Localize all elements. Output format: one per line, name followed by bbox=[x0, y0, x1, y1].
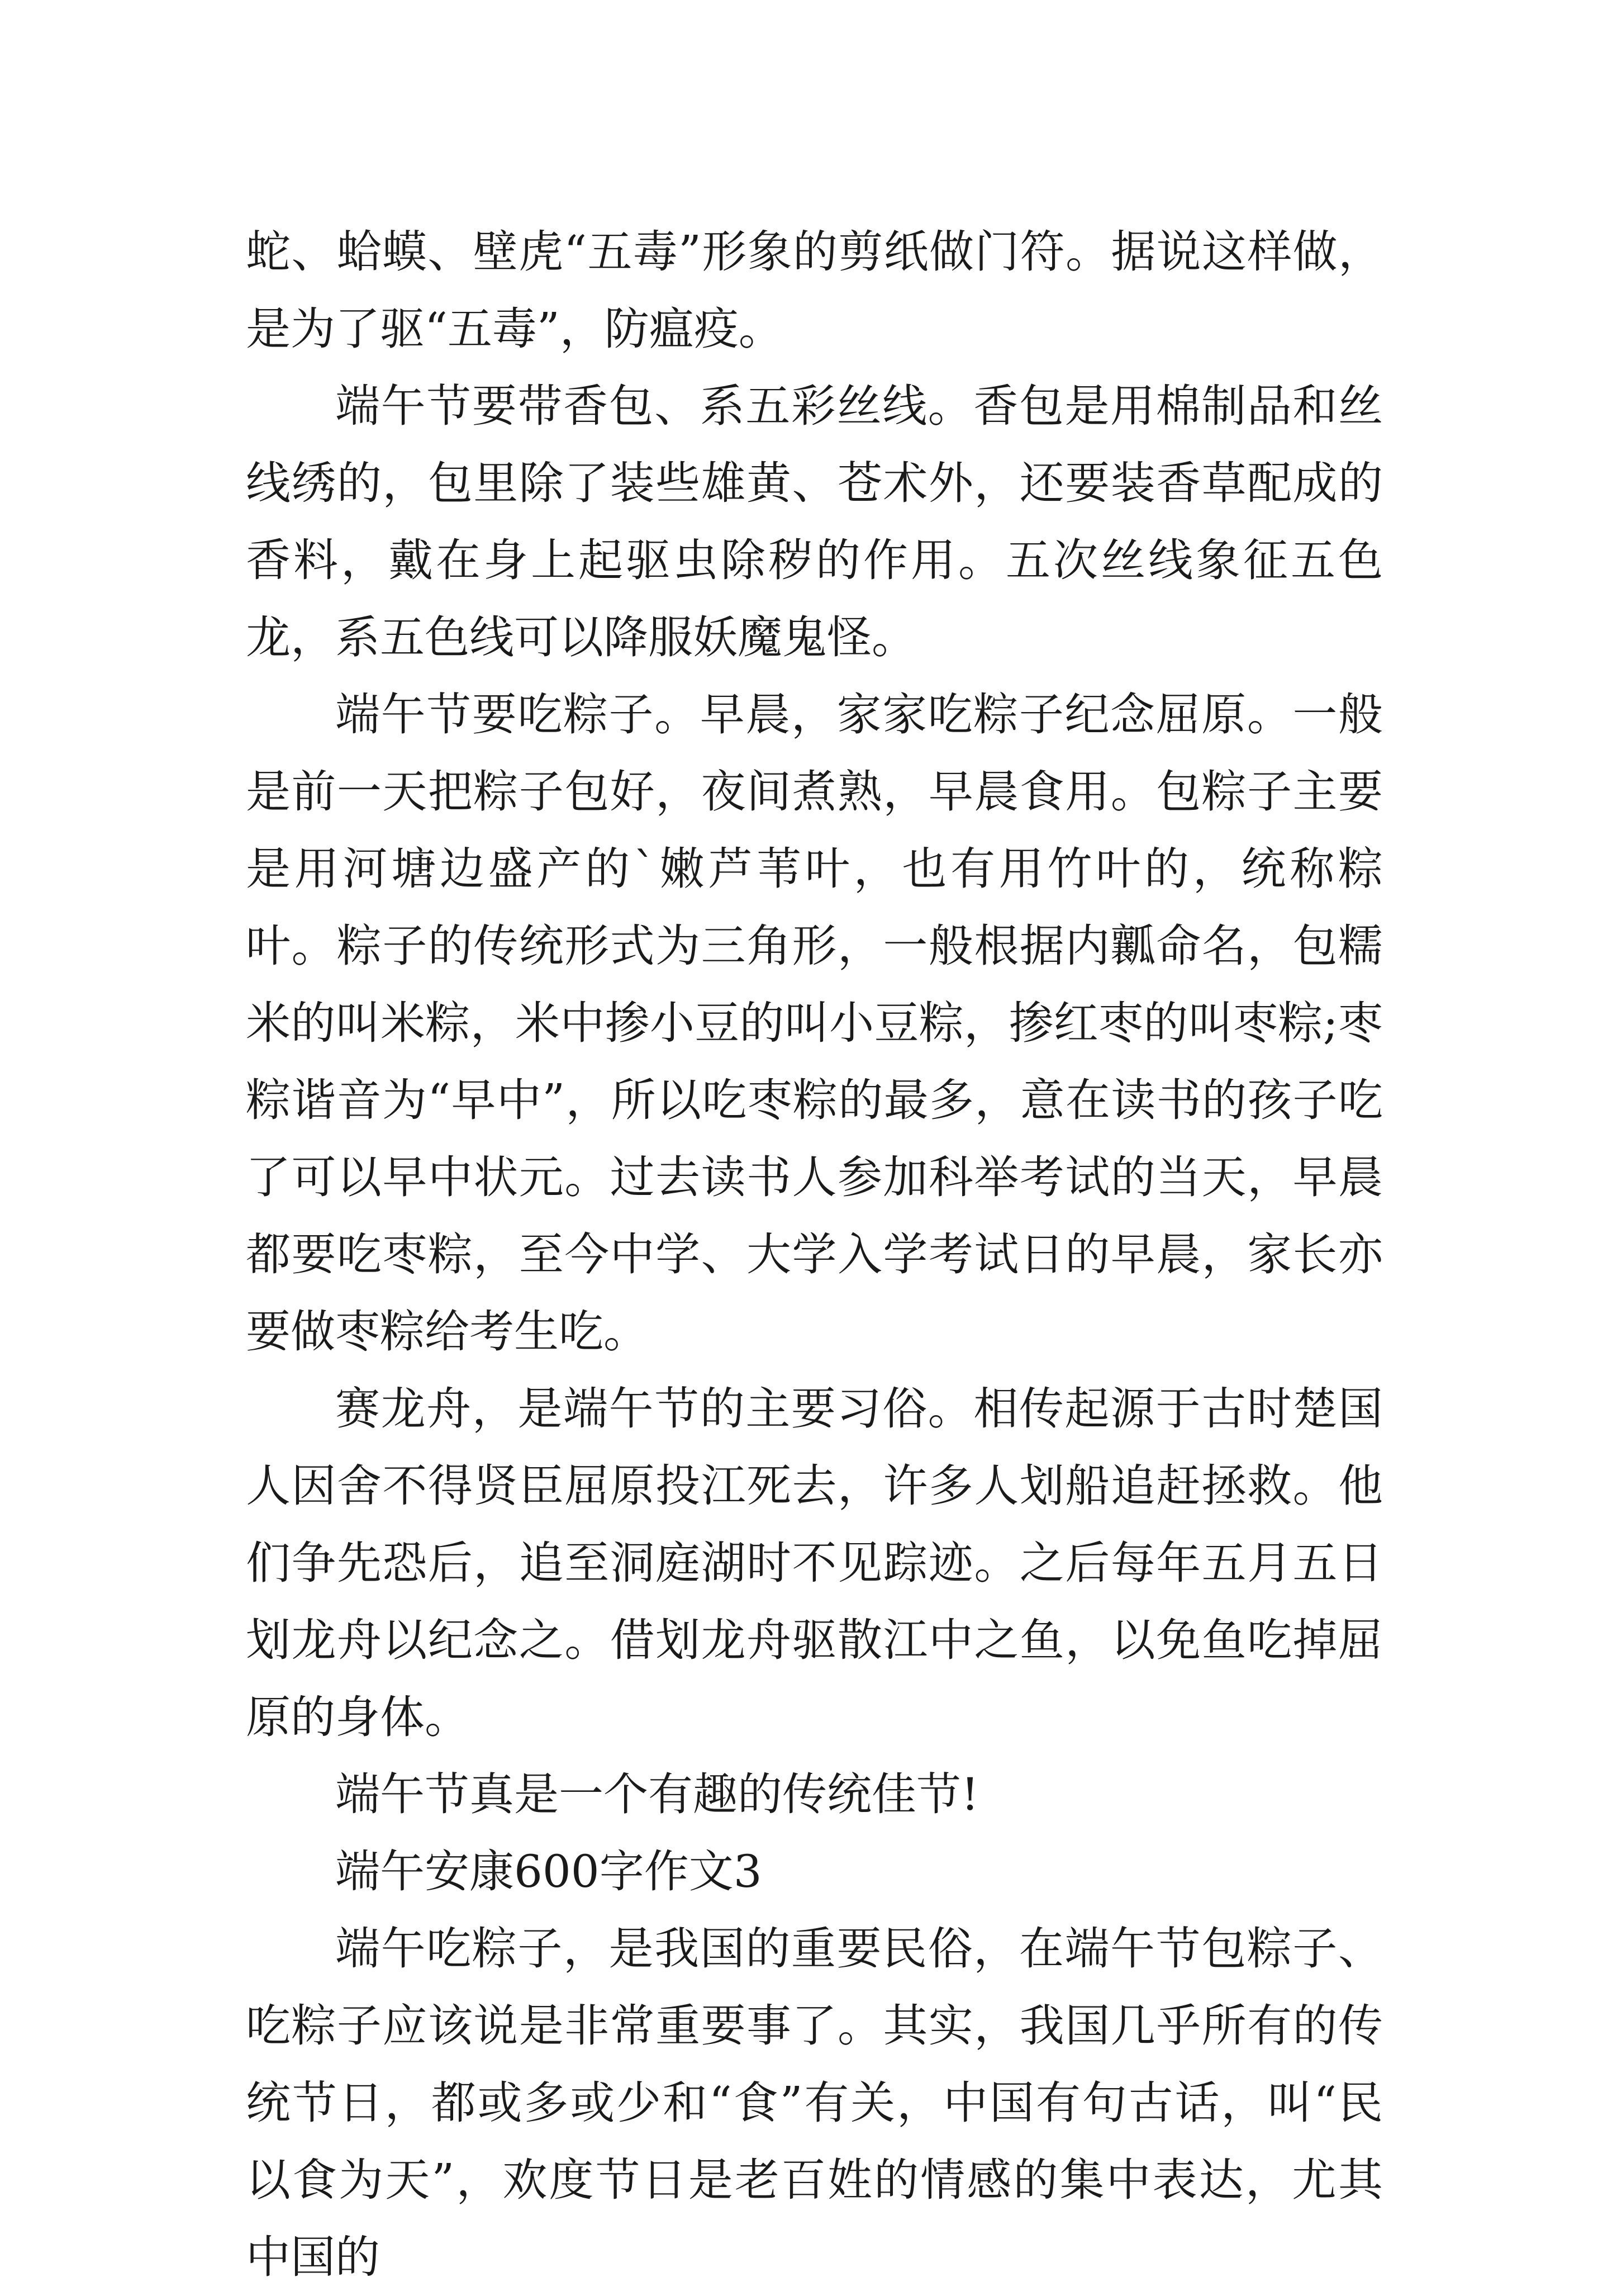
paragraph-sachet: 端午节要带香包、系五彩丝线。香包是用棉制品和丝线绣的，包里除了装些雄黄、苍术外，还要装香草配成的香料，戴在身上起驱虫除秽的作用。五次丝线象征五色龙，系五色线可以降服妖魔鬼怪。 bbox=[246, 380, 1383, 663]
paragraph-wudu-charm: 蛇、蛤蟆、壁虎“五毒”形象的剪纸做门符。据说这样做，是为了驱“五毒”，防瘟疫。 bbox=[246, 226, 1383, 355]
paragraph-closing: 端午节真是一个有趣的传统佳节! bbox=[335, 1768, 979, 1820]
paragraph-zongzi: 端午节要吃粽子。早晨，家家吃粽子纪念屈原。一般是前一天把粽子包好，夜间煮熟，早晨食用。包粽子主要是用河塘边盛产的`嫩芦苇叶，也有用竹叶的，统称粽叶。粽子的传统形式为三角形，一般根据内瓤命名，包糯米的叫米粽，米中掺小豆的叫小豆粽，掺红枣的叫枣粽;枣粽谐音为“早中”，所以吃枣粽的最多，意在读书的孩子吃了可以早中状元。过去读书人参加科举考试的当天，早晨都要吃枣粽，至今中学、大学入学考试日的早晨，家长亦要做枣粽给考生吃。 bbox=[246, 689, 1383, 1358]
document-body bbox=[246, 214, 1383, 2296]
essay-heading: 端午安康600字作文3 bbox=[335, 1846, 762, 1897]
paragraph-eating-zongzi: 端午吃粽子，是我国的重要民俗，在端午节包粽子、吃粽子应该说是非常重要事了。其实，我国几乎所有的传统节日，都或多或少和“食”有关，中国有句古话，叫“民以食为天”，欢度节日是老百姓的情感的集中表达，尤其中国的 bbox=[246, 1923, 1383, 2283]
paragraph-dragon-boat: 赛龙舟，是端午节的主要习俗。相传起源于古时楚国人因舍不得贤臣屈原投江死去，许多人划船追赶拯救。他们争先恐后，追至洞庭湖时不见踪迹。之后每年五月五日划龙舟以纪念之。借划龙舟驱散江中之鱼，以免鱼吃掉屈原的身体。 bbox=[246, 1383, 1383, 1743]
